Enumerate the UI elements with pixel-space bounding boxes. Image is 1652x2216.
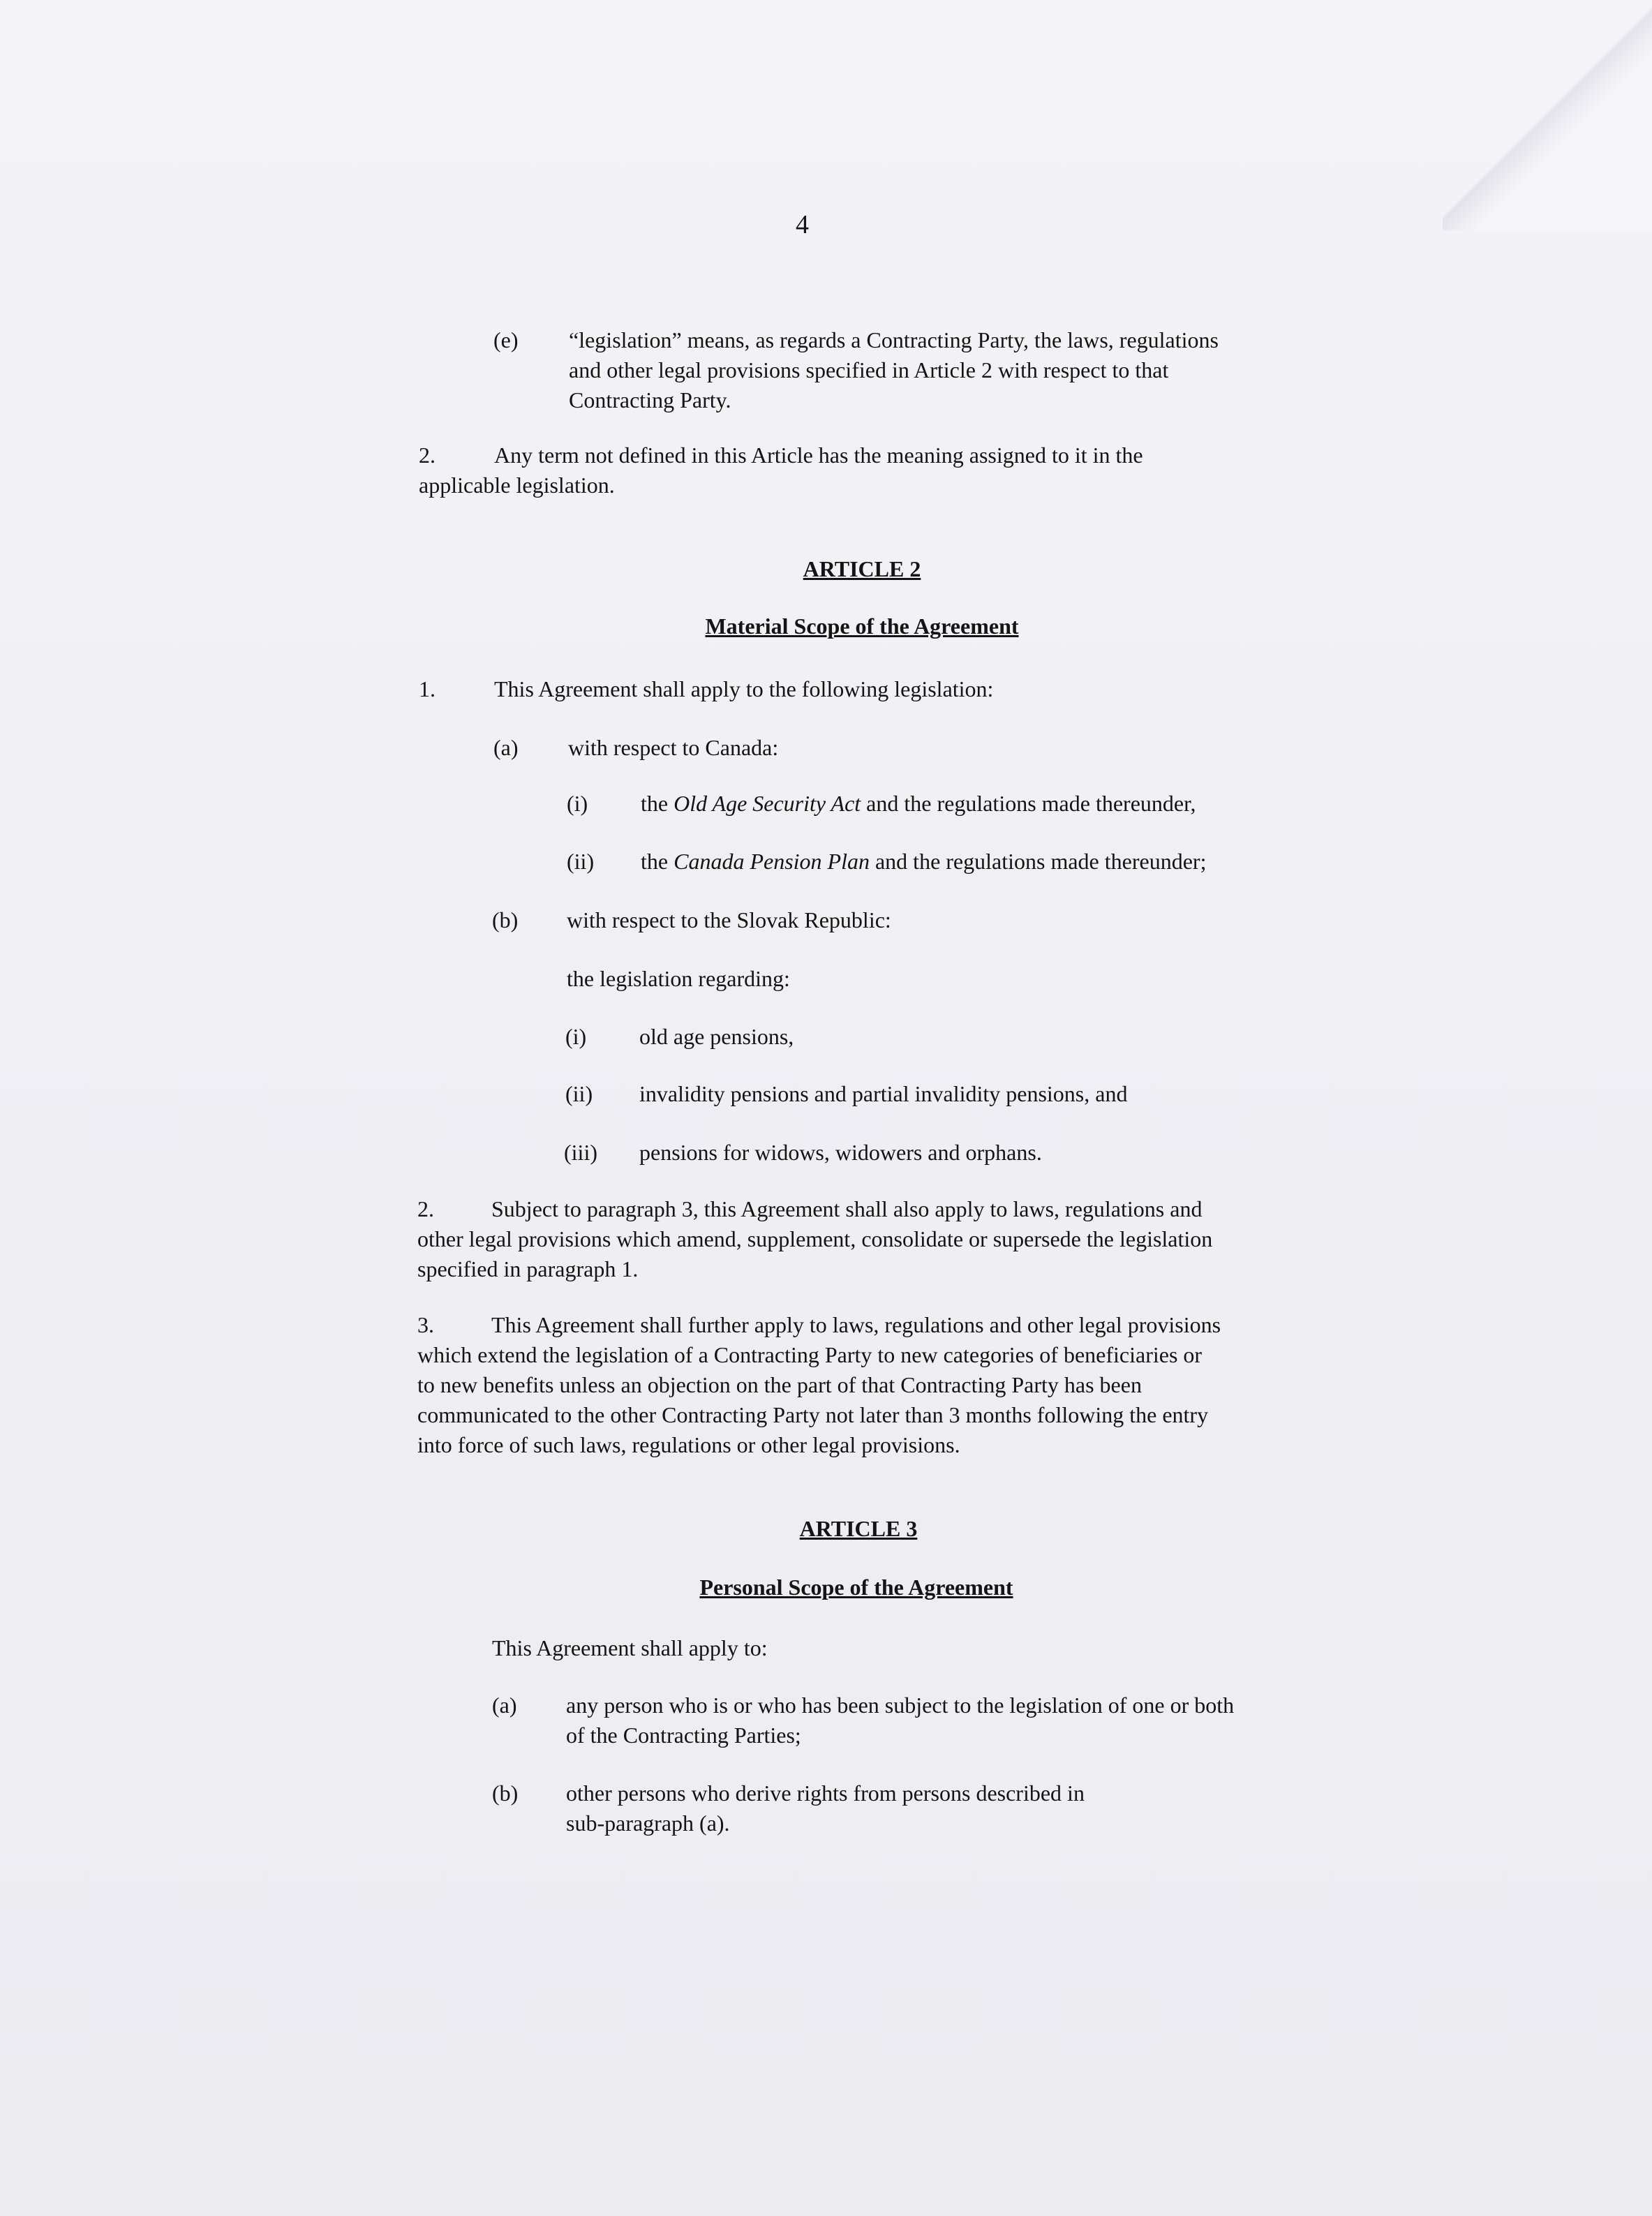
page-fold-shadow: [1443, 0, 1652, 230]
art2-para2-rest: other legal provisions which amend, supplement, consolidate or supersede the legislation specified in paragraph 1.: [417, 1226, 1213, 1281]
art2-a-ii-label: (ii): [567, 849, 595, 874]
art2-a-label: (a): [493, 735, 519, 760]
art3-b-text: other persons who derive rights from persons described in sub-paragraph (a).: [566, 1780, 1085, 1836]
art2-b-item-text: old age pensions,: [639, 1024, 794, 1049]
art2-a-text: with respect to Canada:: [568, 735, 779, 760]
art2-para2-line1: Subject to paragraph 3, this Agreement shall also apply to laws, regulations and: [491, 1196, 1203, 1221]
art1-para2-line1: Any term not defined in this Article has the meaning assigned to it in the: [494, 443, 1143, 468]
article-3-subheading: Personal Scope of the Agreement: [699, 1575, 1013, 1600]
art3-a-label: (a): [492, 1693, 517, 1718]
art3-b-label: (b): [492, 1780, 519, 1806]
art2-b-item-label: (i): [565, 1024, 587, 1049]
art2-b-item-text: pensions for widows, widowers and orphans.: [639, 1140, 1042, 1165]
art2-b-item-label: (iii): [564, 1140, 597, 1165]
art2-a-i-label: (i): [567, 791, 588, 816]
art2-para1-text: This Agreement shall apply to the following legislation:: [494, 676, 994, 701]
item-e-text: “legislation” means, as regards a Contracting Party, the laws, regulations and other legal provisions specified in Article 2 with respect to that Contracting Party.: [569, 327, 1219, 412]
page-number: 4: [796, 210, 809, 239]
art2-para3-rest: which extend the legislation of a Contracting Party to new categories of beneficiaries or to new benefits unless an objection on the part of that Contracting Party has been communicated to the other Contracting Party not later than 3 months following the entry into force of such laws, regulations or other legal provisions.: [417, 1342, 1209, 1457]
old-age-security-act-title: Old Age Security Act: [674, 791, 861, 816]
art2-para3-number: 3.: [417, 1312, 434, 1337]
article-3-heading: ARTICLE 3: [799, 1516, 918, 1541]
art1-para2-number: 2.: [419, 443, 436, 468]
art2-b-lead: the legislation regarding:: [567, 966, 790, 991]
article-2-heading: ARTICLE 2: [803, 556, 921, 581]
article-2-subheading: Material Scope of the Agreement: [705, 614, 1019, 639]
art2-b-text: with respect to the Slovak Republic:: [567, 907, 891, 932]
art2-para2-number: 2.: [417, 1196, 434, 1221]
art2-a-ii-text: the Canada Pension Plan and the regulations made thereunder;: [641, 849, 1207, 874]
canada-pension-plan-title: Canada Pension Plan: [674, 849, 870, 874]
art2-para3-line1: This Agreement shall further apply to laws, regulations and other legal provisions: [491, 1312, 1221, 1337]
art2-b-label: (b): [492, 907, 519, 932]
art3-a-text: any person who is or who has been subject to the legislation of one or both of the Contracting Parties;: [566, 1693, 1235, 1748]
art2-b-item-label: (ii): [565, 1081, 593, 1106]
art1-para2-line2: applicable legislation.: [419, 473, 615, 498]
item-e-label: (e): [493, 327, 519, 352]
art2-a-i-text: the Old Age Security Act and the regulations made thereunder,: [641, 791, 1196, 816]
art2-b-item-text: invalidity pensions and partial invalidity pensions, and: [639, 1081, 1128, 1106]
art2-para1-number: 1.: [419, 676, 436, 701]
art3-intro: This Agreement shall apply to:: [492, 1635, 768, 1660]
